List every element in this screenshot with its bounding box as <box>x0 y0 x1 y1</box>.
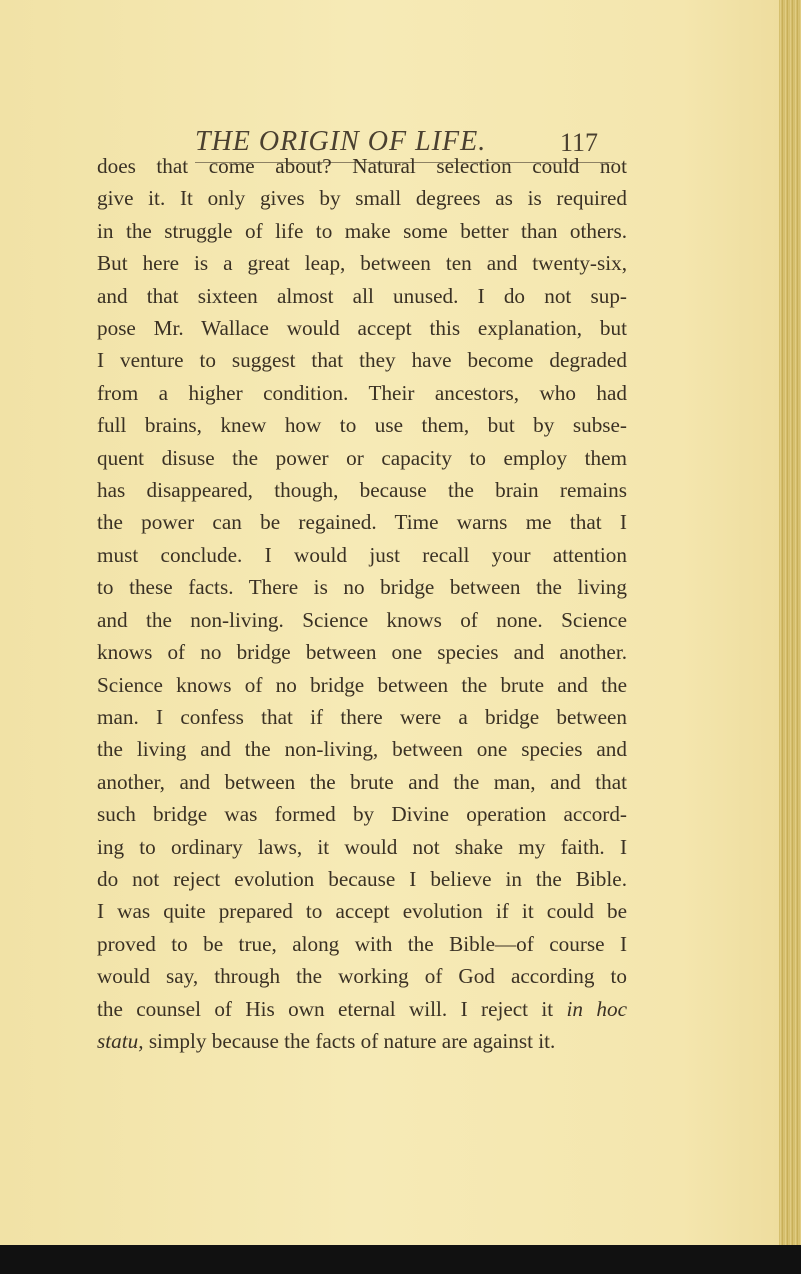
text-line: and that sixteen almost all unused. I do not sup- <box>97 283 627 308</box>
text-line: such bridge was formed by Divine operation accord- <box>97 802 627 827</box>
running-title: THE ORIGIN OF LIFE. <box>195 126 487 157</box>
text-line: But here is a great leap, between ten and twenty-six, <box>97 251 627 276</box>
page-number: 117 <box>560 128 599 157</box>
page-edge <box>779 0 801 1245</box>
scan-bottom-border <box>0 1245 801 1274</box>
italic-phrase: in hoc <box>566 996 627 1021</box>
text-line: from a higher condition. Their ancestors, who had <box>97 380 627 405</box>
italic-phrase: statu, <box>97 1028 144 1053</box>
text-line: give it. It only gives by small degrees as is required <box>97 186 627 211</box>
text-line: do not reject evolution because I believe in the Bible. <box>97 866 627 891</box>
text-line: in the struggle of life to make some better than others. <box>97 218 627 243</box>
text-line: ing to ordinary laws, it would not shake my faith. I <box>97 834 627 859</box>
text-line: I was quite prepared to accept evolution if it could be <box>97 899 627 924</box>
text-line: the living and the non-living, between one species and <box>97 737 627 762</box>
text-line: full brains, knew how to use them, but by subse- <box>97 413 627 438</box>
text-line: I venture to suggest that they have become degraded <box>97 348 627 373</box>
text-line: quent disuse the power or capacity to employ them <box>97 445 627 470</box>
line-text: would say, through the working of God according to <box>97 964 627 989</box>
text-line: Science knows of no bridge between the brute and the <box>97 672 627 697</box>
body-text <box>97 150 627 1057</box>
text-line: and the non-living. Science knows of none. Science <box>97 607 627 632</box>
text-line: to these facts. There is no bridge between the living <box>97 575 627 600</box>
text-line: must conclude. I would just recall your attention <box>97 542 627 567</box>
text-line: pose Mr. Wallace would accept this explanation, but <box>97 316 627 341</box>
line-text: simply because the facts of nature are against it. <box>143 1028 556 1053</box>
text-line: the power can be regained. Time warns me that I <box>97 510 627 535</box>
text-line <box>97 960 627 992</box>
text-line: does that come about? Natural selection could not <box>97 154 627 178</box>
text-line <box>97 993 627 1025</box>
text-line: has disappeared, though, because the brain remains <box>97 478 627 503</box>
text-line: another, and between the brute and the man, and that <box>97 769 627 794</box>
text-line: knows of no bridge between one species and another. <box>97 640 627 665</box>
text-line-final <box>97 1025 627 1057</box>
line-text: the counsel of His own eternal will. I reject it <box>97 996 567 1021</box>
text-line: man. I confess that if there were a bridge between <box>97 704 627 729</box>
text-line: proved to be true, along with the Bible—of course I <box>97 931 627 956</box>
